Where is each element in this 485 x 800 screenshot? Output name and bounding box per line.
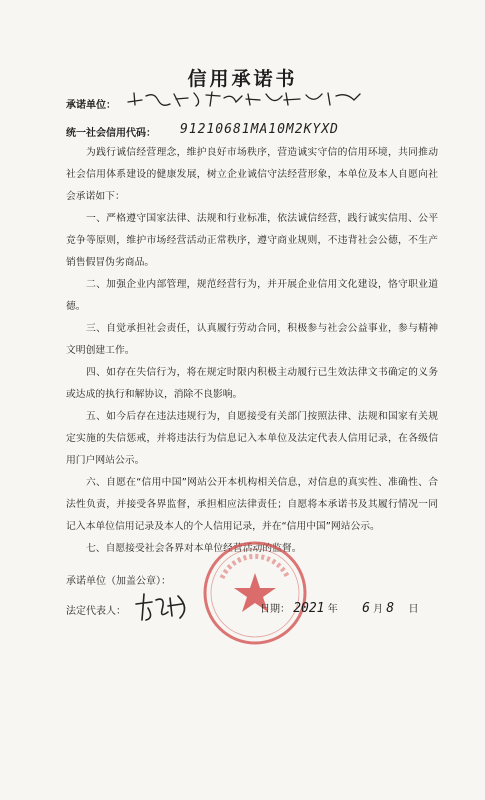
date-year-suffix: 年 <box>327 604 338 615</box>
document-title: 信用承诺书 <box>187 68 298 90</box>
date-month-suffix: 月 <box>373 604 384 615</box>
date-year: 2021 <box>293 601 325 616</box>
date-day-suffix: 日 <box>408 604 419 615</box>
clause-7: 七、自愿接受社会各界对本单位经营活动的监督。 <box>86 543 302 554</box>
date-month: 6 <box>362 601 370 616</box>
unit-label: 承诺单位： <box>66 100 116 111</box>
clause-1: 一、严格遵守国家法律、法规和行业标准，依法诚信经营，践行诚实信用、公平竞争等原则，维护市场经营活动正常秩序，遵守商业规则，不违背社会公德，不生产销售假冒伪劣商品。 <box>66 213 438 268</box>
clause-5: 五、如今后存在违法违规行为，自愿接受有关部门按照法律、法规和国家有关规定实施的失信惩戒，并将违法行为信息记入本单位及法定代表人信用记录，在各级信用门户网站公示。 <box>66 411 438 466</box>
seal-row <box>66 572 171 587</box>
intro-paragraph: 为践行诚信经营理念，维护良好市场秩序，营造诚实守信的信用环境，共同推动社会信用体系建设的健康发展，树立企业诚信守法经营形象，本单位及本人自愿向社会承诺如下： <box>66 147 438 202</box>
clause-2: 二、加强企业内部管理，规范经营行为，并开展企业信用文化建设，恪守职业道德。 <box>66 279 438 312</box>
date-label: 日期： <box>260 604 290 615</box>
credit-code-label: 统一社会信用代码： <box>66 128 156 139</box>
seal-label: 承诺单位（加盖公章）： <box>66 576 171 587</box>
representative-label: 法定代表人： <box>66 606 126 617</box>
representative-signature <box>132 590 192 624</box>
clause-4: 四、如存在失信行为，将在规定时限内积极主动履行已生效法律文书确定的义务或达成的执行和解协议，消除不良影响。 <box>66 367 438 400</box>
clause-6: 六、自愿在“信用中国”网站公开本机构相关信息，对信息的真实性、准确性、合法性负责，并接受各界监督，承担相应法律责任；自愿将本承诺书及其履行情况一同记入本单位信用记录及本人的个人信用记录，并在“信用中国”网站公示。 <box>66 477 438 532</box>
unit-row <box>66 96 116 111</box>
credit-code-row <box>66 124 156 139</box>
unit-handwritten-signature <box>124 90 364 108</box>
date-day: 8 <box>386 601 395 616</box>
clause-3: 三、自觉承担社会责任，认真履行劳动合同，积极参与社会公益事业，参与精神文明创建工作。 <box>66 323 438 356</box>
date-row <box>260 600 418 616</box>
credit-code-value: 91210681MA10M2KYXD <box>180 122 339 137</box>
official-seal <box>200 538 310 648</box>
representative-row <box>66 602 126 617</box>
